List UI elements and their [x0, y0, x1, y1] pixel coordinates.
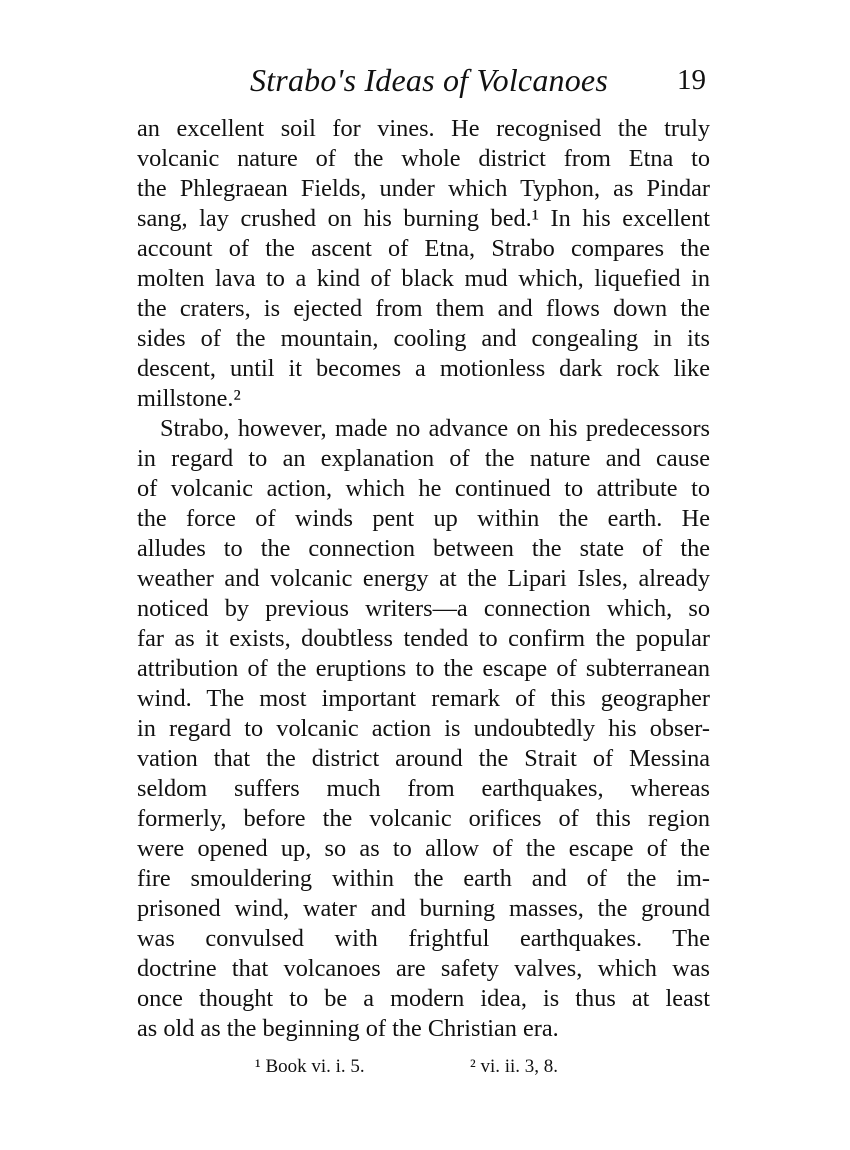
text-line: in regard to an explanation of the nature and cause — [137, 445, 710, 472]
paragraph-first-line: Strabo, however, made no advance on his predecessors — [160, 415, 710, 442]
text-line: the force of winds pent up within the earth. He — [137, 505, 710, 532]
text-line: account of the ascent of Etna, Strabo compares the — [137, 235, 710, 262]
text-line: of volcanic action, which he continued to attribute to — [137, 475, 710, 502]
text-line: were opened up, so as to allow of the escape of the — [137, 835, 710, 862]
text-line: once thought to be a modern idea, is thus at least — [137, 985, 710, 1012]
text-line: wind. The most important remark of this geographer — [137, 685, 710, 712]
footnotes — [0, 1052, 850, 1082]
text-line: far as it exists, doubtless tended to confirm the popular — [137, 625, 710, 652]
text-line: sang, lay crushed on his burning bed.¹ In his excellent — [137, 205, 710, 232]
text-line: alludes to the connection between the state of the — [137, 535, 710, 562]
text-line: seldom suffers much from earthquakes, whereas — [137, 775, 710, 802]
text-line: the Phlegraean Fields, under which Typhon, as Pindar — [137, 175, 710, 202]
text-line: prisoned wind, water and burning masses, the ground — [137, 895, 710, 922]
footnote-2: ² vi. ii. 3, 8. — [470, 1056, 559, 1077]
text-line: formerly, before the volcanic orifices of this region — [137, 805, 710, 832]
text-line: noticed by previous writers—a connection which, so — [137, 595, 710, 622]
body-text — [137, 114, 710, 1044]
text-line: descent, until it becomes a motionless dark rock like — [137, 355, 710, 382]
text-line: vation that the district around the Strait of Messina — [137, 745, 710, 772]
paragraph-end-line: millstone.² — [137, 385, 241, 412]
text-line: molten lava to a kind of black mud which, liquefied in — [137, 265, 710, 292]
text-line: weather and volcanic energy at the Lipari Isles, already — [137, 565, 710, 592]
text-line: in regard to volcanic action is undoubtedly his obser- — [137, 715, 710, 742]
text-line: volcanic nature of the whole district from Etna to — [137, 145, 710, 172]
running-header — [230, 58, 710, 102]
running-title: Strabo's Ideas of Volcanoes — [250, 62, 608, 98]
text-line: doctrine that volcanoes are safety valves, which was — [137, 955, 710, 982]
page-number: 19 — [677, 64, 706, 96]
text-line: the craters, is ejected from them and flows down the — [137, 295, 710, 322]
text-line: an excellent soil for vines. He recognised the truly — [137, 115, 710, 142]
paragraph-end-line: as old as the beginning of the Christian era. — [137, 1015, 559, 1042]
text-line: sides of the mountain, cooling and congealing in its — [137, 325, 710, 352]
text-line: fire smouldering within the earth and of the im- — [137, 865, 710, 892]
text-line: was convulsed with frightful earthquakes. The — [137, 925, 710, 952]
footnote-1: ¹ Book vi. i. 5. — [255, 1056, 365, 1077]
text-line: attribution of the eruptions to the escape of subterranean — [137, 655, 710, 682]
